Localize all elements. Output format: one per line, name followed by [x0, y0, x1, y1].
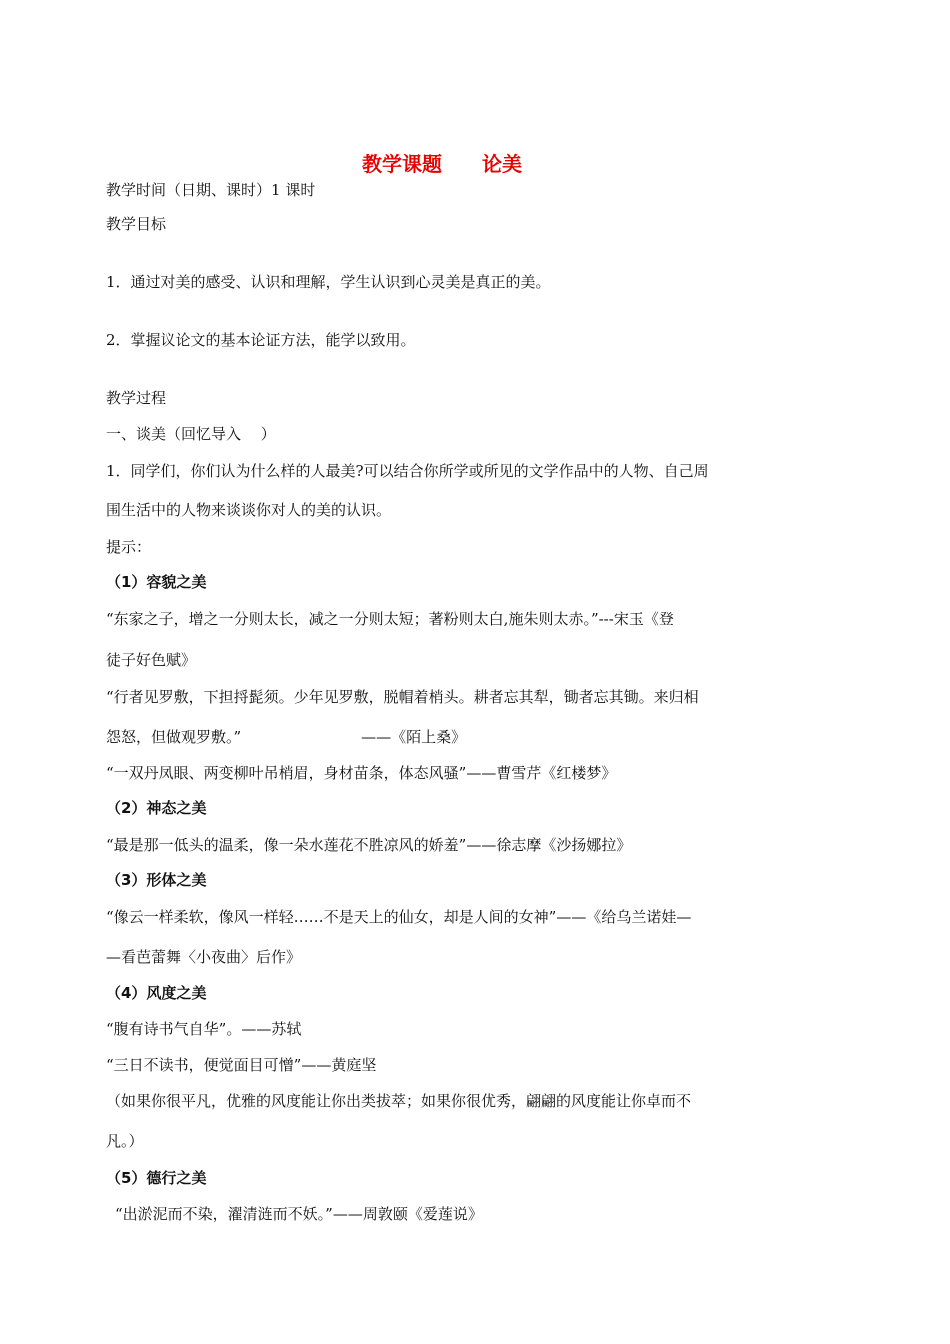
quote-moshangsang-line-1: “行者见罗敷，下担捋髭须。少年见罗敷，脱帽着梢头。耕者忘其犁，锄者忘其锄。来归相	[106, 688, 699, 706]
lesson-time: 教学时间（日期、课时）1 课时	[106, 181, 316, 199]
quote-moshangsang-line-2: 怨怒，但做观罗敷。” ——《陌上桑》	[106, 728, 467, 746]
subheading-figure: （3）形体之美	[106, 871, 207, 889]
quote-xuzhimo: “最是那一低头的温柔，像一朵水莲花不胜凉风的娇羞”——徐志摩《沙扬娜拉》	[106, 836, 632, 854]
quote-songyu-line-2: 徒子好色赋》	[106, 651, 197, 669]
note-line-2: 凡。）	[106, 1132, 144, 1150]
lesson-title: 教学课题 论美	[362, 152, 522, 176]
question-1-line-1: 1．同学们，你们认为什么样的人最美?可以结合你所学或所见的文学作品中的人物、自己周	[106, 462, 709, 480]
quote-huangtingjian: “三日不读书，便觉面目可憎”——黄庭坚	[106, 1056, 377, 1074]
objective-2: 2．掌握议论文的基本论证方法，能学以致用。	[106, 331, 416, 349]
process-heading: 教学过程	[106, 389, 167, 407]
quote-honglou: “一双丹凤眼、两变柳叶吊梢眉，身材苗条，体态风骚”——曹雪芹《红楼梦》	[106, 764, 617, 782]
subheading-virtue: （5）德行之美	[106, 1169, 207, 1187]
question-1-line-2: 围生活中的人物来谈谈你对人的美的认识。	[106, 501, 392, 519]
note-line-1: （如果你很平凡，优雅的风度能让你出类拔萃；如果你很优秀，翩翩的风度能让你卓而不	[106, 1092, 692, 1110]
section-1-heading: 一、谈美（回忆导入 ）	[106, 425, 276, 443]
subheading-bearing: （4）风度之美	[106, 984, 207, 1002]
quote-sushi: “腹有诗书气自华”。——苏轼	[106, 1020, 302, 1038]
subheading-appearance: （1）容貌之美	[106, 573, 207, 591]
objectives-heading: 教学目标	[106, 215, 167, 233]
quote-ulanova-line-2: —看芭蕾舞〈小夜曲〉后作》	[106, 948, 302, 966]
hint-label: 提示：	[106, 538, 152, 556]
quote-ailianshuo: “出淤泥而不染，濯清涟而不妖。”——周敦颐《爱莲说》	[115, 1205, 483, 1223]
objective-1: 1．通过对美的感受、认识和理解，学生认识到心灵美是真正的美。	[106, 273, 551, 291]
quote-songyu-line-1: “东家之子，增之一分则太长，减之一分则太短；著粉则太白,施朱则太赤。”---宋玉《登	[106, 610, 674, 628]
quote-ulanova-line-1: “像云一样柔软，像风一样轻……不是天上的仙女，却是人间的女神”——《给乌兰诺娃—	[106, 908, 692, 926]
subheading-demeanor: （2）神态之美	[106, 799, 207, 817]
